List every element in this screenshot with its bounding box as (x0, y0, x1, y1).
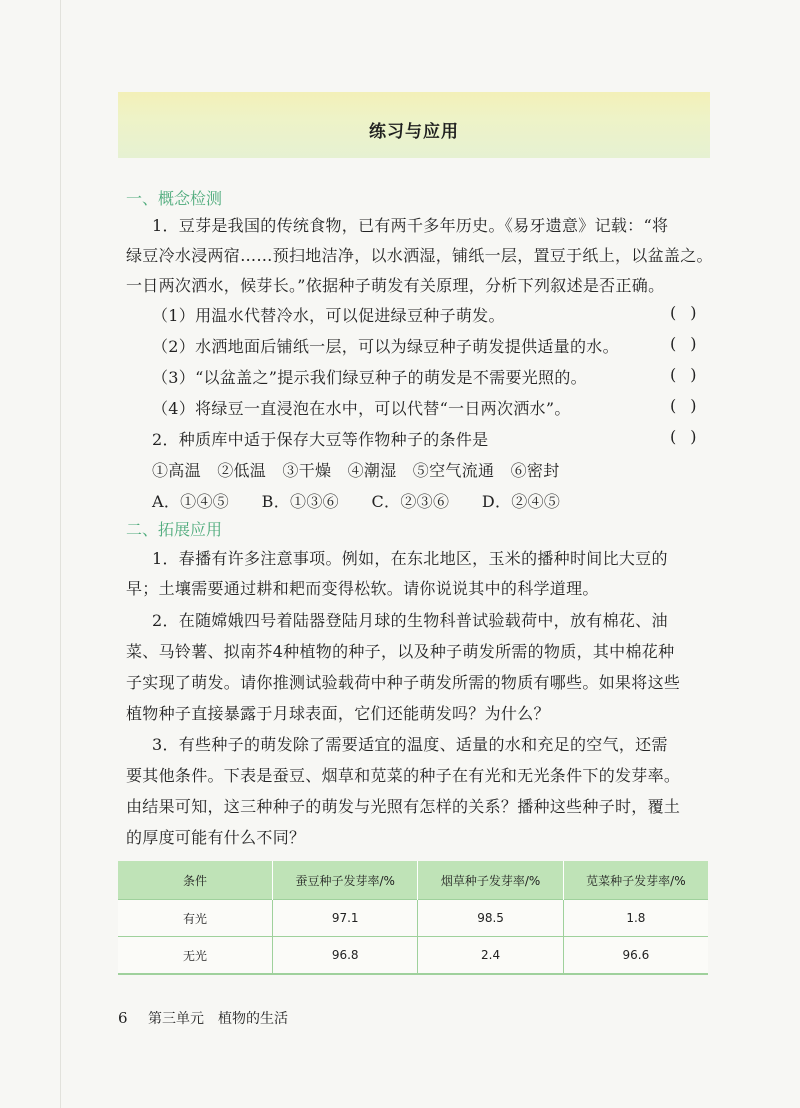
table-row (118, 937, 708, 975)
table-row (118, 900, 708, 937)
s2-q3-line-3: 由结果可知，这三种种子的萌发与光照有怎样的关系？播种这些种子时，覆土 (126, 797, 681, 816)
table-cell: 98.5 (418, 900, 563, 937)
table-cell: 97.1 (273, 900, 418, 937)
s2-q2-line-3: 子实现了萌发。请你推测试验载荷中种子萌发所需的物质有哪些。如果将这些 (126, 673, 681, 692)
s2-q1-line-2: 早；土壤需要通过耕和耙而变得松软。请你说说其中的科学道理。 (126, 579, 599, 598)
table-header-row (118, 861, 708, 900)
s2-q2-line-1: 2．在随嫦娥四号着陆器登陆月球的生物科普试验载荷中，放有棉花、油 (152, 611, 668, 630)
section-heading-extended-application: 二、拓展应用 (126, 520, 223, 539)
table-header-tobacco: 烟草种子发芽率/% (418, 861, 563, 900)
table-cell: 96.6 (563, 937, 708, 975)
q1-line-2: 绿豆冷水浸两宿……预扫地洁净，以水洒湿，铺纸一层，置豆于纸上，以盆盖之。 (126, 246, 713, 265)
q1-item-1: （1）用温水代替冷水，可以促进绿豆种子萌发。 (152, 306, 505, 325)
table-header-broad-bean: 蚕豆种子发芽率/% (273, 861, 418, 900)
q1-line-3: 一日两次洒水，候芽长。”依据种子萌发有关原理，分析下列叙述是否正确。 (126, 276, 665, 295)
table-cell: 无光 (118, 937, 273, 975)
q1-item-4: （4）将绿豆一直浸泡在水中，可以代替“一日两次洒水”。 (152, 399, 571, 418)
table-header-amaranth: 苋菜种子发芽率/% (563, 861, 708, 900)
germination-table (118, 861, 708, 975)
table-cell: 1.8 (563, 900, 708, 937)
answer-paren-5[interactable]: () (670, 427, 711, 446)
q1-item-2: （2）水洒地面后铺纸一层，可以为绿豆种子萌发提供适量的水。 (152, 337, 619, 356)
answer-paren-3[interactable]: () (670, 365, 711, 384)
page-title: 练习与应用 (369, 122, 459, 142)
q1-item-3: （3）“以盆盖之”提示我们绿豆种子的萌发是不需要光照的。 (152, 368, 587, 387)
q2-conditions: ①高温 ②低温 ③干燥 ④潮湿 ⑤空气流通 ⑥密封 (152, 461, 560, 480)
s2-q1-line-1: 1．春播有许多注意事项。例如，在东北地区，玉米的播种时间比大豆的 (152, 549, 668, 568)
answer-paren-4[interactable]: () (670, 396, 711, 415)
table-header-condition: 条件 (118, 861, 273, 900)
q2-choices: A．①④⑤ B．①③⑥ C．②③⑥ D．②④⑤ (152, 492, 561, 511)
s2-q3-line-2: 要其他条件。下表是蚕豆、烟草和苋菜的种子在有光和无光条件下的发芽率。 (126, 766, 681, 785)
page-footer (118, 1008, 288, 1028)
table-cell: 96.8 (273, 937, 418, 975)
s2-q3-line-4: 的厚度可能有什么不同？ (126, 828, 306, 847)
s2-q2-line-2: 菜、马铃薯、拟南芥4种植物的种子，以及种子萌发所需的物质，其中棉花种 (126, 642, 675, 661)
page-number: 6 (118, 1009, 128, 1027)
table-cell: 2.4 (418, 937, 563, 975)
unit-title: 第三单元 植物的生活 (148, 1011, 288, 1027)
answer-paren-2[interactable]: () (670, 334, 711, 353)
s2-q2-line-4: 植物种子直接暴露于月球表面，它们还能萌发吗？为什么？ (126, 704, 550, 723)
title-banner (118, 92, 710, 158)
s2-q3-line-1: 3．有些种子的萌发除了需要适宜的温度、适量的水和充足的空气，还需 (152, 735, 668, 754)
q1-line-1: 1．豆芽是我国的传统食物，已有两千多年历史。《易牙遗意》记载：“将 (152, 216, 669, 235)
section-heading-concept-check: 一、概念检测 (126, 189, 223, 208)
answer-paren-1[interactable]: () (670, 303, 711, 322)
table-cell: 有光 (118, 900, 273, 937)
q2-stem: 2．种质库中适于保存大豆等作物种子的条件是 (152, 430, 489, 449)
page-edge (60, 0, 61, 1108)
